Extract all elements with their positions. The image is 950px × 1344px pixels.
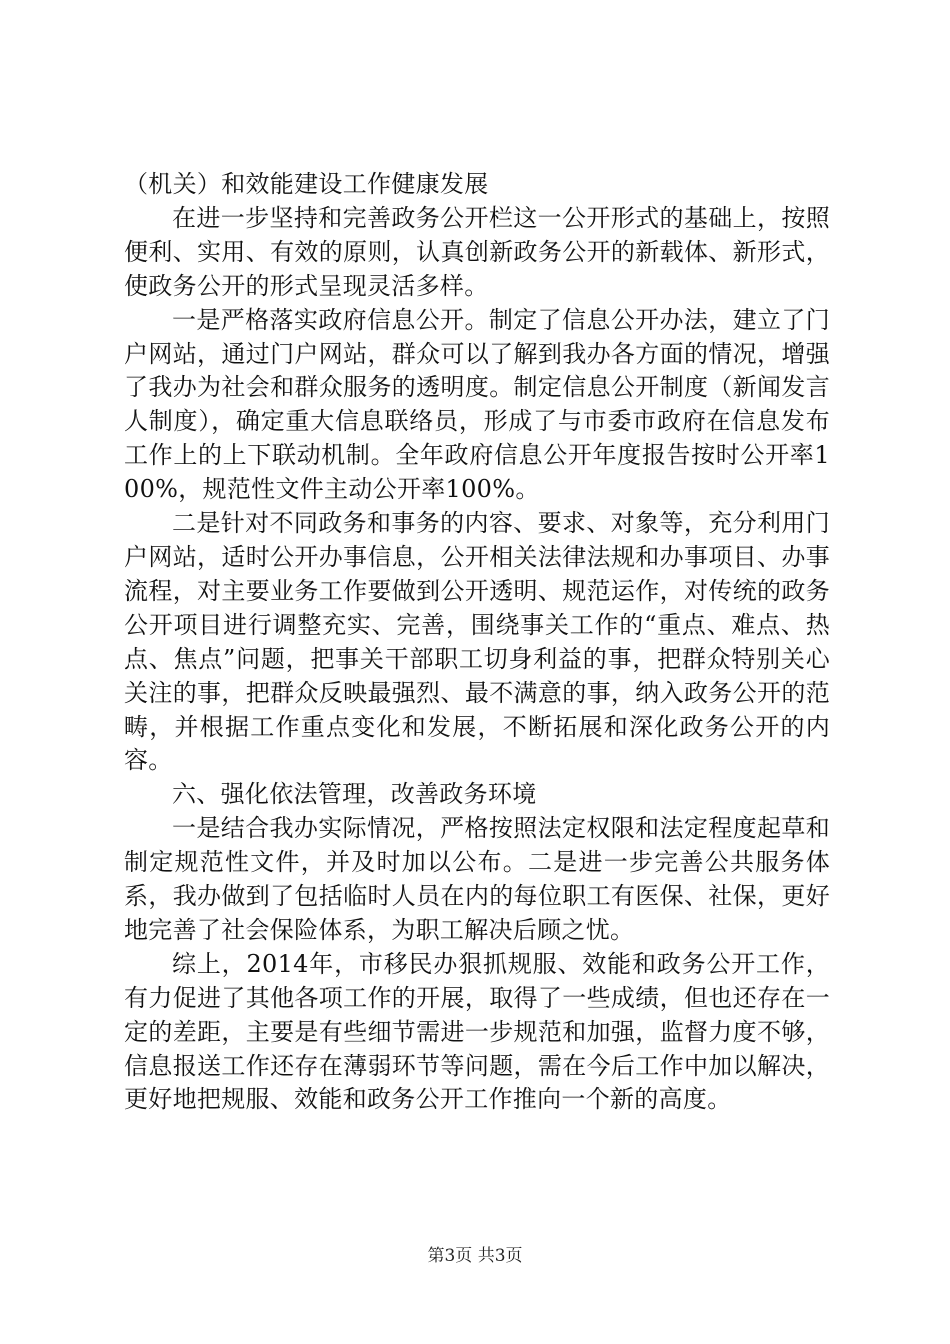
paragraph-continuation: （机关）和效能建设工作健康发展	[124, 170, 489, 198]
paragraph-summary: 综上，2014年，市移民办狠抓规服、效能和政务公开工作，有力促进了其他各项工作的开展，取得了一些成绩，但也还存在一定的差距，主要是有些细节需进一步规范和加强，监督力度不够，信息报送工作还存在薄弱环节等问题，需在今后工作中加以解决，更好地把规服、效能和政务公开工作推向一个新的高度。	[124, 949, 830, 1114]
section-heading-six: 六、强化依法管理，改善政务环境	[172, 780, 537, 809]
document-body	[124, 168, 830, 1117]
paragraph-legal-management: 一是结合我办实际情况，严格按照法定权限和法定程度起草和制定规范性文件，并及时加以公布。二是进一步完善公共服务体系，我办做到了包括临时人员在内的每位职工有医保、社保，更好地完善了社会保险体系，为职工解决后顾之忧。	[124, 814, 830, 944]
paragraph-intro: 在进一步坚持和完善政务公开栏这一公开形式的基础上，按照便利、实用、有效的原则，认真创新政务公开的新载体、新形式，使政务公开的形式呈现灵活多样。	[124, 203, 830, 300]
paragraph-info-disclosure: 一是严格落实政府信息公开。制定了信息公开办法，建立了门户网站，通过门户网站，群众可以了解到我办各方面的情况，增强了我办为社会和群众服务的透明度。制定信息公开制度（新闻发言人制度），确定重大信息联络员，形成了与市委市政府在信息发布工作上的上下联动机制。全年政府信息公开年度报告按时公开率100%，规范性文件主动公开率100%。	[124, 305, 830, 504]
paragraph-affairs-disclosure: 二是针对不同政务和事务的内容、要求、对象等，充分利用门户网站，适时公开办事信息，公开相关法律法规和办事项目、办事流程，对主要业务工作要做到公开透明、规范运作，对传统的政务公开项目进行调整充实、完善，围绕事关工作的“重点、难点、热点、焦点”问题，把事关干部职工切身利益的事，把群众特别关心关注的事，把群众反映最强烈、最不满意的事，纳入政务公开的范畴，并根据工作重点变化和发展，不断拓展和深化政务公开的内容。	[124, 509, 830, 775]
page-footer: 第3页 共3页	[427, 1246, 523, 1266]
